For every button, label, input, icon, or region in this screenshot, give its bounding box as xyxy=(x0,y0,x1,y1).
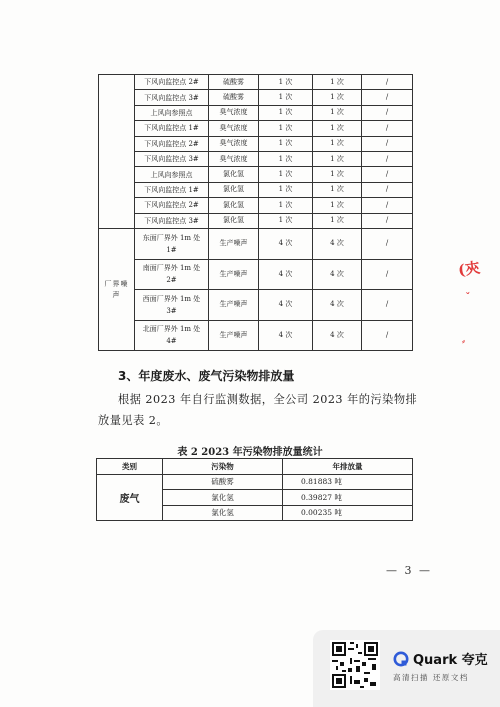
frequency-cell: 4 次 xyxy=(259,320,313,351)
note-cell: / xyxy=(362,182,413,197)
site-cell: 下风向监控点 2# xyxy=(135,136,209,151)
site-cell xyxy=(135,228,209,259)
site-line: 东面厂界外 1m 处 xyxy=(142,233,201,242)
required-cell: 4 次 xyxy=(313,290,362,321)
category-cell: 废气 xyxy=(97,474,163,521)
site-cell xyxy=(135,320,209,351)
site-cell: 下风向监控点 1# xyxy=(135,121,209,136)
item-cell: 生产噪声 xyxy=(209,259,259,290)
table-row xyxy=(99,320,413,351)
site-line: 南面厂界外 1m 处 xyxy=(142,264,201,273)
monitoring-table xyxy=(98,74,413,351)
required-cell: 1 次 xyxy=(313,136,362,151)
quark-logo-icon xyxy=(393,651,409,667)
table-row xyxy=(97,474,413,490)
item-cell: 氯化氢 xyxy=(209,167,259,182)
table-row xyxy=(99,151,413,166)
site-cell: 下风向监控点 3# xyxy=(135,90,209,105)
body-paragraph: 根据 2023 年自行监测数据，全公司 2023 年的污染物排放量见表 2。 xyxy=(98,393,418,427)
frequency-cell: 4 次 xyxy=(259,259,313,290)
site-cell: 下风向监控点 2# xyxy=(135,75,209,90)
table-row xyxy=(99,167,413,182)
table-row xyxy=(99,290,413,321)
frequency-cell: 1 次 xyxy=(259,75,313,90)
category-cell xyxy=(99,75,135,229)
quark-brand-text: Quark 夸克 xyxy=(413,653,488,668)
table-row xyxy=(99,198,413,213)
required-cell: 1 次 xyxy=(313,151,362,166)
item-cell: 生产噪声 xyxy=(209,320,259,351)
table-row xyxy=(99,105,413,120)
item-cell: 氯化氢 xyxy=(209,182,259,197)
note-cell: / xyxy=(362,75,413,90)
amount-cell: 0.00235 吨 xyxy=(283,505,413,521)
item-cell: 氯化氢 xyxy=(209,198,259,213)
note-cell: / xyxy=(362,228,413,259)
quark-logo xyxy=(393,649,488,668)
site-line: 1# xyxy=(166,245,177,254)
frequency-cell: 1 次 xyxy=(259,151,313,166)
note-cell: / xyxy=(362,320,413,351)
note-cell: / xyxy=(362,213,413,228)
required-cell: 4 次 xyxy=(313,320,362,351)
site-line: 北面厂界外 1m 处 xyxy=(142,325,201,334)
frequency-cell: 4 次 xyxy=(259,290,313,321)
table-row xyxy=(99,182,413,197)
required-cell: 1 次 xyxy=(313,182,362,197)
required-cell: 4 次 xyxy=(313,259,362,290)
note-cell: / xyxy=(362,259,413,290)
item-cell: 臭气浓度 xyxy=(209,136,259,151)
emissions-table xyxy=(96,458,413,521)
item-cell: 氯化氢 xyxy=(209,213,259,228)
site-cell: 下风向监控点 1# xyxy=(135,182,209,197)
table-row xyxy=(99,259,413,290)
item-cell: 生产噪声 xyxy=(209,228,259,259)
note-cell: / xyxy=(362,167,413,182)
note-cell: / xyxy=(362,136,413,151)
amount-cell: 0.81883 吨 xyxy=(283,474,413,490)
site-cell: 上风向参照点 xyxy=(135,105,209,120)
frequency-cell: 1 次 xyxy=(259,167,313,182)
table-row xyxy=(99,90,413,105)
table-caption: 表 2 2023 年污染物排放量统计 xyxy=(177,447,323,458)
required-cell: 1 次 xyxy=(313,213,362,228)
item-cell: 臭气浓度 xyxy=(209,105,259,120)
frequency-cell: 4 次 xyxy=(259,228,313,259)
required-cell: 4 次 xyxy=(313,228,362,259)
frequency-cell: 1 次 xyxy=(259,213,313,228)
required-cell: 1 次 xyxy=(313,90,362,105)
note-cell: / xyxy=(362,290,413,321)
frequency-cell: 1 次 xyxy=(259,121,313,136)
pollutant-cell: 氯化氢 xyxy=(163,505,283,521)
note-cell: / xyxy=(362,90,413,105)
item-cell: 硫酸雾 xyxy=(209,75,259,90)
frequency-cell: 1 次 xyxy=(259,198,313,213)
site-line: 西面厂界外 1m 处 xyxy=(142,294,201,303)
category-label-line: 厂界噪 xyxy=(104,279,129,288)
site-cell xyxy=(135,259,209,290)
frequency-cell: 1 次 xyxy=(259,182,313,197)
amount-cell: 0.39827 吨 xyxy=(283,490,413,506)
site-cell: 下风向监控点 2# xyxy=(135,198,209,213)
required-cell: 1 次 xyxy=(313,75,362,90)
site-line: 2# xyxy=(166,276,177,285)
header-row xyxy=(97,459,413,475)
note-cell: / xyxy=(362,105,413,120)
item-cell: 臭气浓度 xyxy=(209,121,259,136)
red-seal-mark: ˇ xyxy=(465,291,472,304)
table-row xyxy=(99,136,413,151)
quark-watermark xyxy=(313,630,500,707)
site-line: 3# xyxy=(166,306,177,315)
table-row xyxy=(99,228,413,259)
page-number: — 3 — xyxy=(386,564,432,577)
item-cell: 臭气浓度 xyxy=(209,151,259,166)
category-label-line: 声 xyxy=(112,290,121,299)
required-cell: 1 次 xyxy=(313,198,362,213)
table-row xyxy=(99,213,413,228)
table-row xyxy=(99,121,413,136)
red-seal-mark: ⸗ xyxy=(461,336,466,348)
required-cell: 1 次 xyxy=(313,167,362,182)
item-cell: 硫酸雾 xyxy=(209,90,259,105)
site-line: 4# xyxy=(166,337,177,346)
table-row xyxy=(99,75,413,90)
note-cell: / xyxy=(362,151,413,166)
note-cell: / xyxy=(362,121,413,136)
column-header: 类别 xyxy=(97,459,163,475)
required-cell: 1 次 xyxy=(313,105,362,120)
column-header: 年排放量 xyxy=(283,459,413,475)
site-cell: 下风向监控点 3# xyxy=(135,213,209,228)
column-header: 污染物 xyxy=(163,459,283,475)
site-cell xyxy=(135,290,209,321)
pollutant-cell: 硫酸雾 xyxy=(163,474,283,490)
note-cell: / xyxy=(362,198,413,213)
quark-subtitle: 高清扫描 还原文档 xyxy=(393,673,469,682)
pollutant-cell: 氯化氢 xyxy=(163,490,283,506)
frequency-cell: 1 次 xyxy=(259,105,313,120)
qr-code-icon xyxy=(330,640,380,690)
frequency-cell: 1 次 xyxy=(259,136,313,151)
site-cell: 下风向监控点 3# xyxy=(135,151,209,166)
frequency-cell: 1 次 xyxy=(259,90,313,105)
section-heading: 3、年度废水、废气污染物排放量 xyxy=(118,369,295,383)
required-cell: 1 次 xyxy=(313,121,362,136)
red-seal-mark: (㚒 xyxy=(456,258,482,280)
category-cell xyxy=(99,228,135,350)
item-cell: 生产噪声 xyxy=(209,290,259,321)
site-cell: 上风向参照点 xyxy=(135,167,209,182)
